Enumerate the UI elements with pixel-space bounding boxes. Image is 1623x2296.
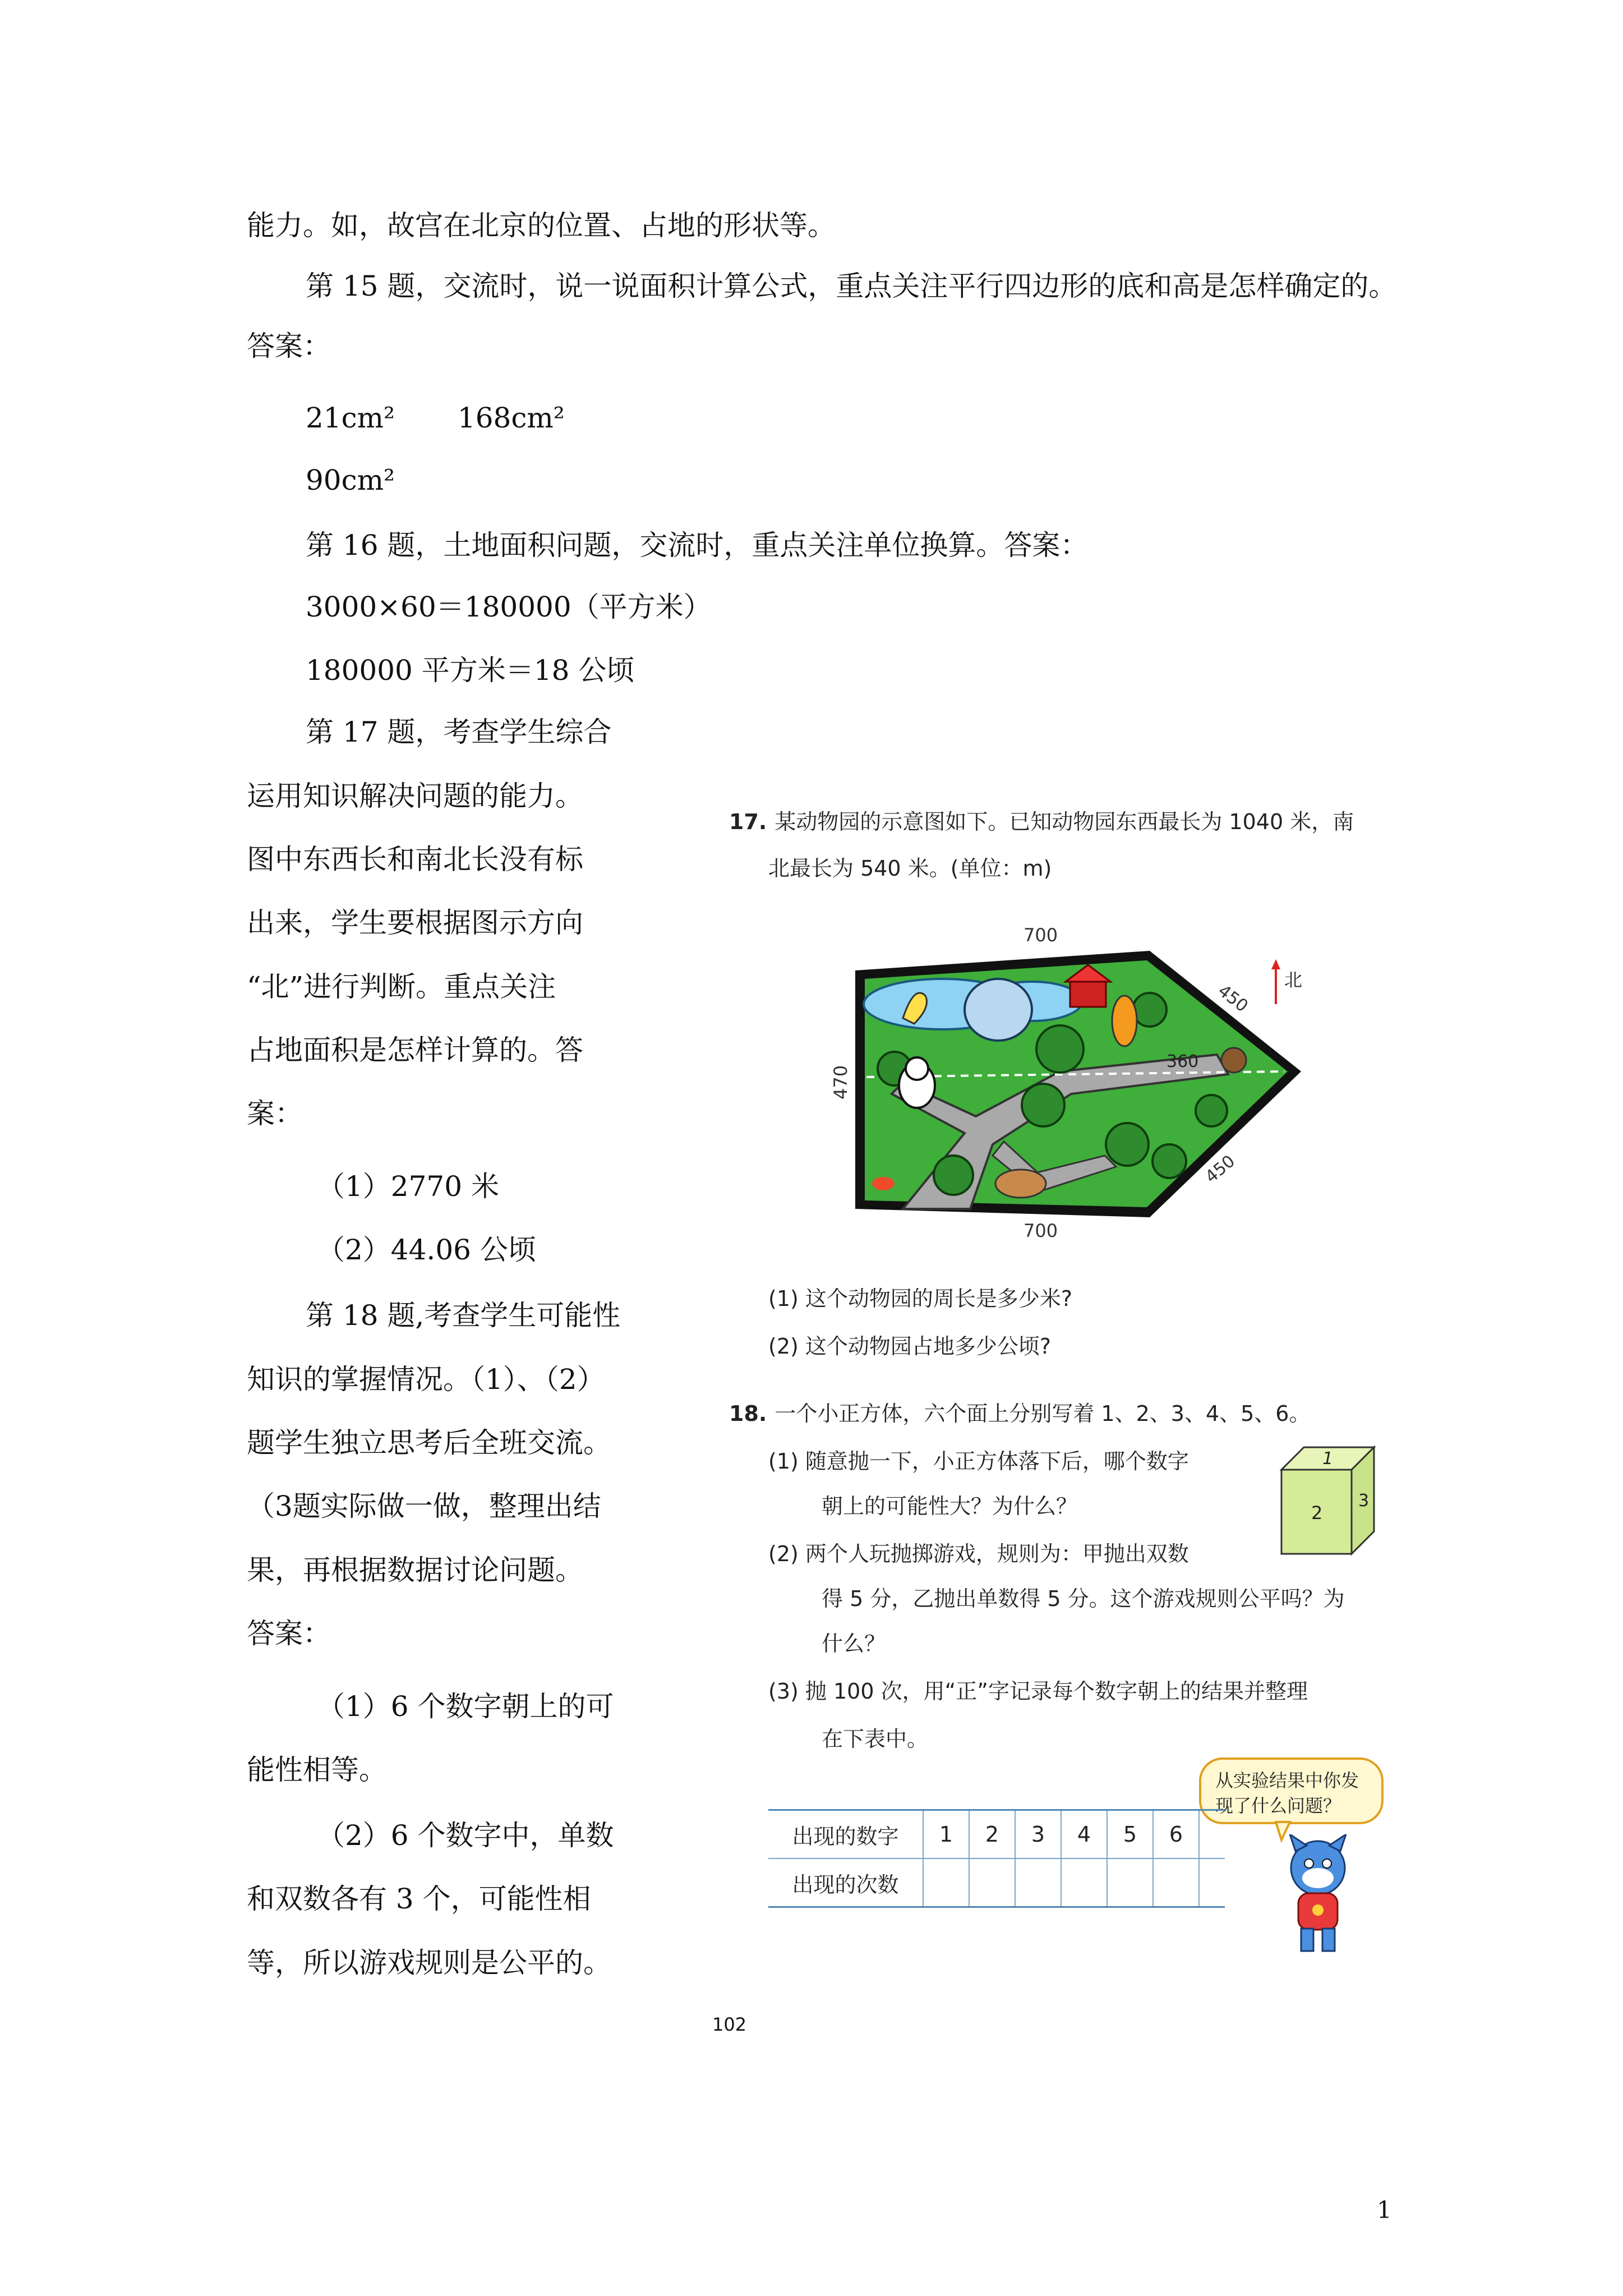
table-cell: [1107, 1858, 1153, 1907]
question-text: 一个小正方体，六个面上分别写着 1、2、3、4、5、6。: [774, 1401, 1311, 1426]
question-18-sub: 什么？: [822, 1631, 886, 1656]
body-line: 能力。如，故宫在北京的位置、占地的形状等。: [247, 209, 836, 242]
column-line: 出来，学生要根据图示方向: [247, 907, 583, 939]
table-cell: [969, 1858, 1015, 1907]
results-table: [768, 1809, 1225, 1908]
question-18-line: [729, 1400, 1310, 1428]
table-cell: 2: [969, 1810, 1015, 1859]
question-17-sub: (2) 这个动物园占地多少公顷?: [768, 1334, 1052, 1359]
body-line: 答案：: [247, 330, 331, 362]
table-cell: 4: [1061, 1810, 1107, 1859]
raccoon-icon: [995, 1170, 1046, 1198]
map-label-top: 700: [1023, 924, 1058, 946]
answer-line: 3000×60＝180000（平方米）: [306, 591, 712, 623]
question-number: 18.: [729, 1401, 767, 1426]
question-17-sub: (1) 这个动物园的周长是多少米?: [768, 1286, 1073, 1311]
monkey-icon: [1221, 1048, 1246, 1073]
table-row: [768, 1810, 1225, 1859]
column-line: 和双数各有 3 个，可能性相: [247, 1883, 591, 1915]
table-cell: [1199, 1810, 1225, 1859]
question-18-sub: 朝上的可能性大？为什么？: [822, 1494, 1078, 1519]
table-cell: 5: [1107, 1810, 1153, 1859]
question-18-sub: (2) 两个人玩抛掷游戏，规则为：甲抛出双数: [768, 1542, 1189, 1566]
tiger-icon: [1112, 996, 1137, 1046]
table-cell: [1015, 1858, 1061, 1907]
table-cell: [923, 1858, 969, 1907]
bubble-line-2: 现了什么问题？: [1215, 1795, 1341, 1816]
cartoon-cat-icon: [1273, 1834, 1363, 1958]
column-line: 能性相等。: [247, 1754, 387, 1786]
answer-line: 90cm²: [306, 464, 395, 496]
zoo-map-illustration: [824, 920, 1329, 1240]
answer-value: 168cm²: [457, 402, 565, 434]
answer-line: 180000 平方米＝18 公顷: [306, 654, 635, 687]
table-cell: 6: [1153, 1810, 1199, 1859]
body-line: 第 15 题，交流时，说一说面积计算公式，重点关注平行四边形的底和高是怎样确定的。: [306, 270, 1397, 302]
north-arrow-icon: [1271, 959, 1280, 1004]
fish-icon: [872, 1177, 895, 1190]
map-label-left: 470: [830, 1065, 851, 1099]
question-18-sub: (1) 随意抛一下，小正方体落下后，哪个数字: [768, 1449, 1189, 1474]
footer-page-number: 1: [1377, 2196, 1392, 2224]
map-label-mid: 360: [1166, 1052, 1199, 1071]
answer-line: [306, 400, 565, 436]
table-cell: [1153, 1858, 1199, 1907]
column-line: “北”进行判断。重点关注: [247, 970, 556, 1003]
column-line: 案：: [247, 1097, 303, 1130]
column-line: 运用知识解决问题的能力。: [247, 780, 583, 812]
table-cell: 3: [1015, 1810, 1061, 1859]
answer-value: 21cm²: [306, 402, 395, 434]
table-row: [768, 1858, 1225, 1907]
textbook-page-number: 102: [712, 2014, 747, 2035]
map-label-bottom: 700: [1023, 1220, 1058, 1240]
column-line: 答案：: [247, 1617, 331, 1650]
elephant-icon: [965, 979, 1032, 1041]
cube-top-number: 1: [1322, 1449, 1334, 1469]
question-text: 某动物园的示意图如下。已知动物园东西最长为 1040 米，南: [774, 809, 1354, 834]
question-18-sub: (3) 抛 100 次，用“正”字记录每个数字朝上的结果并整理: [768, 1679, 1308, 1704]
column-line: （2）6 个数字中，单数: [317, 1819, 614, 1852]
cube-front-number: 2: [1311, 1502, 1323, 1524]
speech-bubble: [1197, 1756, 1388, 1846]
column-line: （1）2770 米: [317, 1170, 499, 1203]
cube-side-number: 3: [1358, 1491, 1370, 1511]
question-17-line: 北最长为 540 米。(单位：m): [768, 856, 1052, 881]
question-17-line: [729, 808, 1354, 836]
column-line: 果，再根据数据讨论问题。: [247, 1554, 583, 1586]
column-line: （3题实际做一做，整理出结: [247, 1490, 601, 1522]
table-cell: [1199, 1858, 1225, 1907]
table-header-cell: 出现的次数: [768, 1858, 923, 1907]
body-line: 第 16 题，土地面积问题，交流时，重点关注单位换算。答案：: [306, 529, 1089, 562]
north-label: 北: [1284, 969, 1303, 991]
map-label-se: 450: [1201, 1151, 1239, 1188]
column-line: 第 18 题,考查学生可能性: [306, 1299, 621, 1332]
question-number: 17.: [729, 809, 767, 834]
question-18-sub: 在下表中。: [822, 1727, 929, 1751]
column-line: 图中东西长和南北长没有标: [247, 843, 583, 876]
column-line: 知识的掌握情况。（1）、（2）: [247, 1363, 605, 1396]
column-line: 题学生独立思考后全班交流。: [247, 1427, 611, 1459]
map-label-ne: 450: [1214, 981, 1252, 1016]
cube-illustration: [1273, 1442, 1385, 1559]
table-cell: [1061, 1858, 1107, 1907]
table-cell: 1: [923, 1810, 969, 1859]
column-line: 等，所以游戏规则是公平的。: [247, 1947, 611, 1979]
bubble-line-1: 从实验结果中你发: [1215, 1770, 1359, 1791]
question-18-sub: 得 5 分，乙抛出单数得 5 分。这个游戏规则公平吗？为: [822, 1586, 1345, 1611]
table-header-cell: 出现的数字: [768, 1810, 923, 1859]
column-line: 占地面积是怎样计算的。答: [247, 1034, 583, 1066]
column-line: （2）44.06 公顷: [317, 1234, 536, 1266]
column-line: 第 17 题，考查学生综合: [306, 716, 612, 748]
column-line: （1）6 个数字朝上的可: [317, 1690, 614, 1723]
